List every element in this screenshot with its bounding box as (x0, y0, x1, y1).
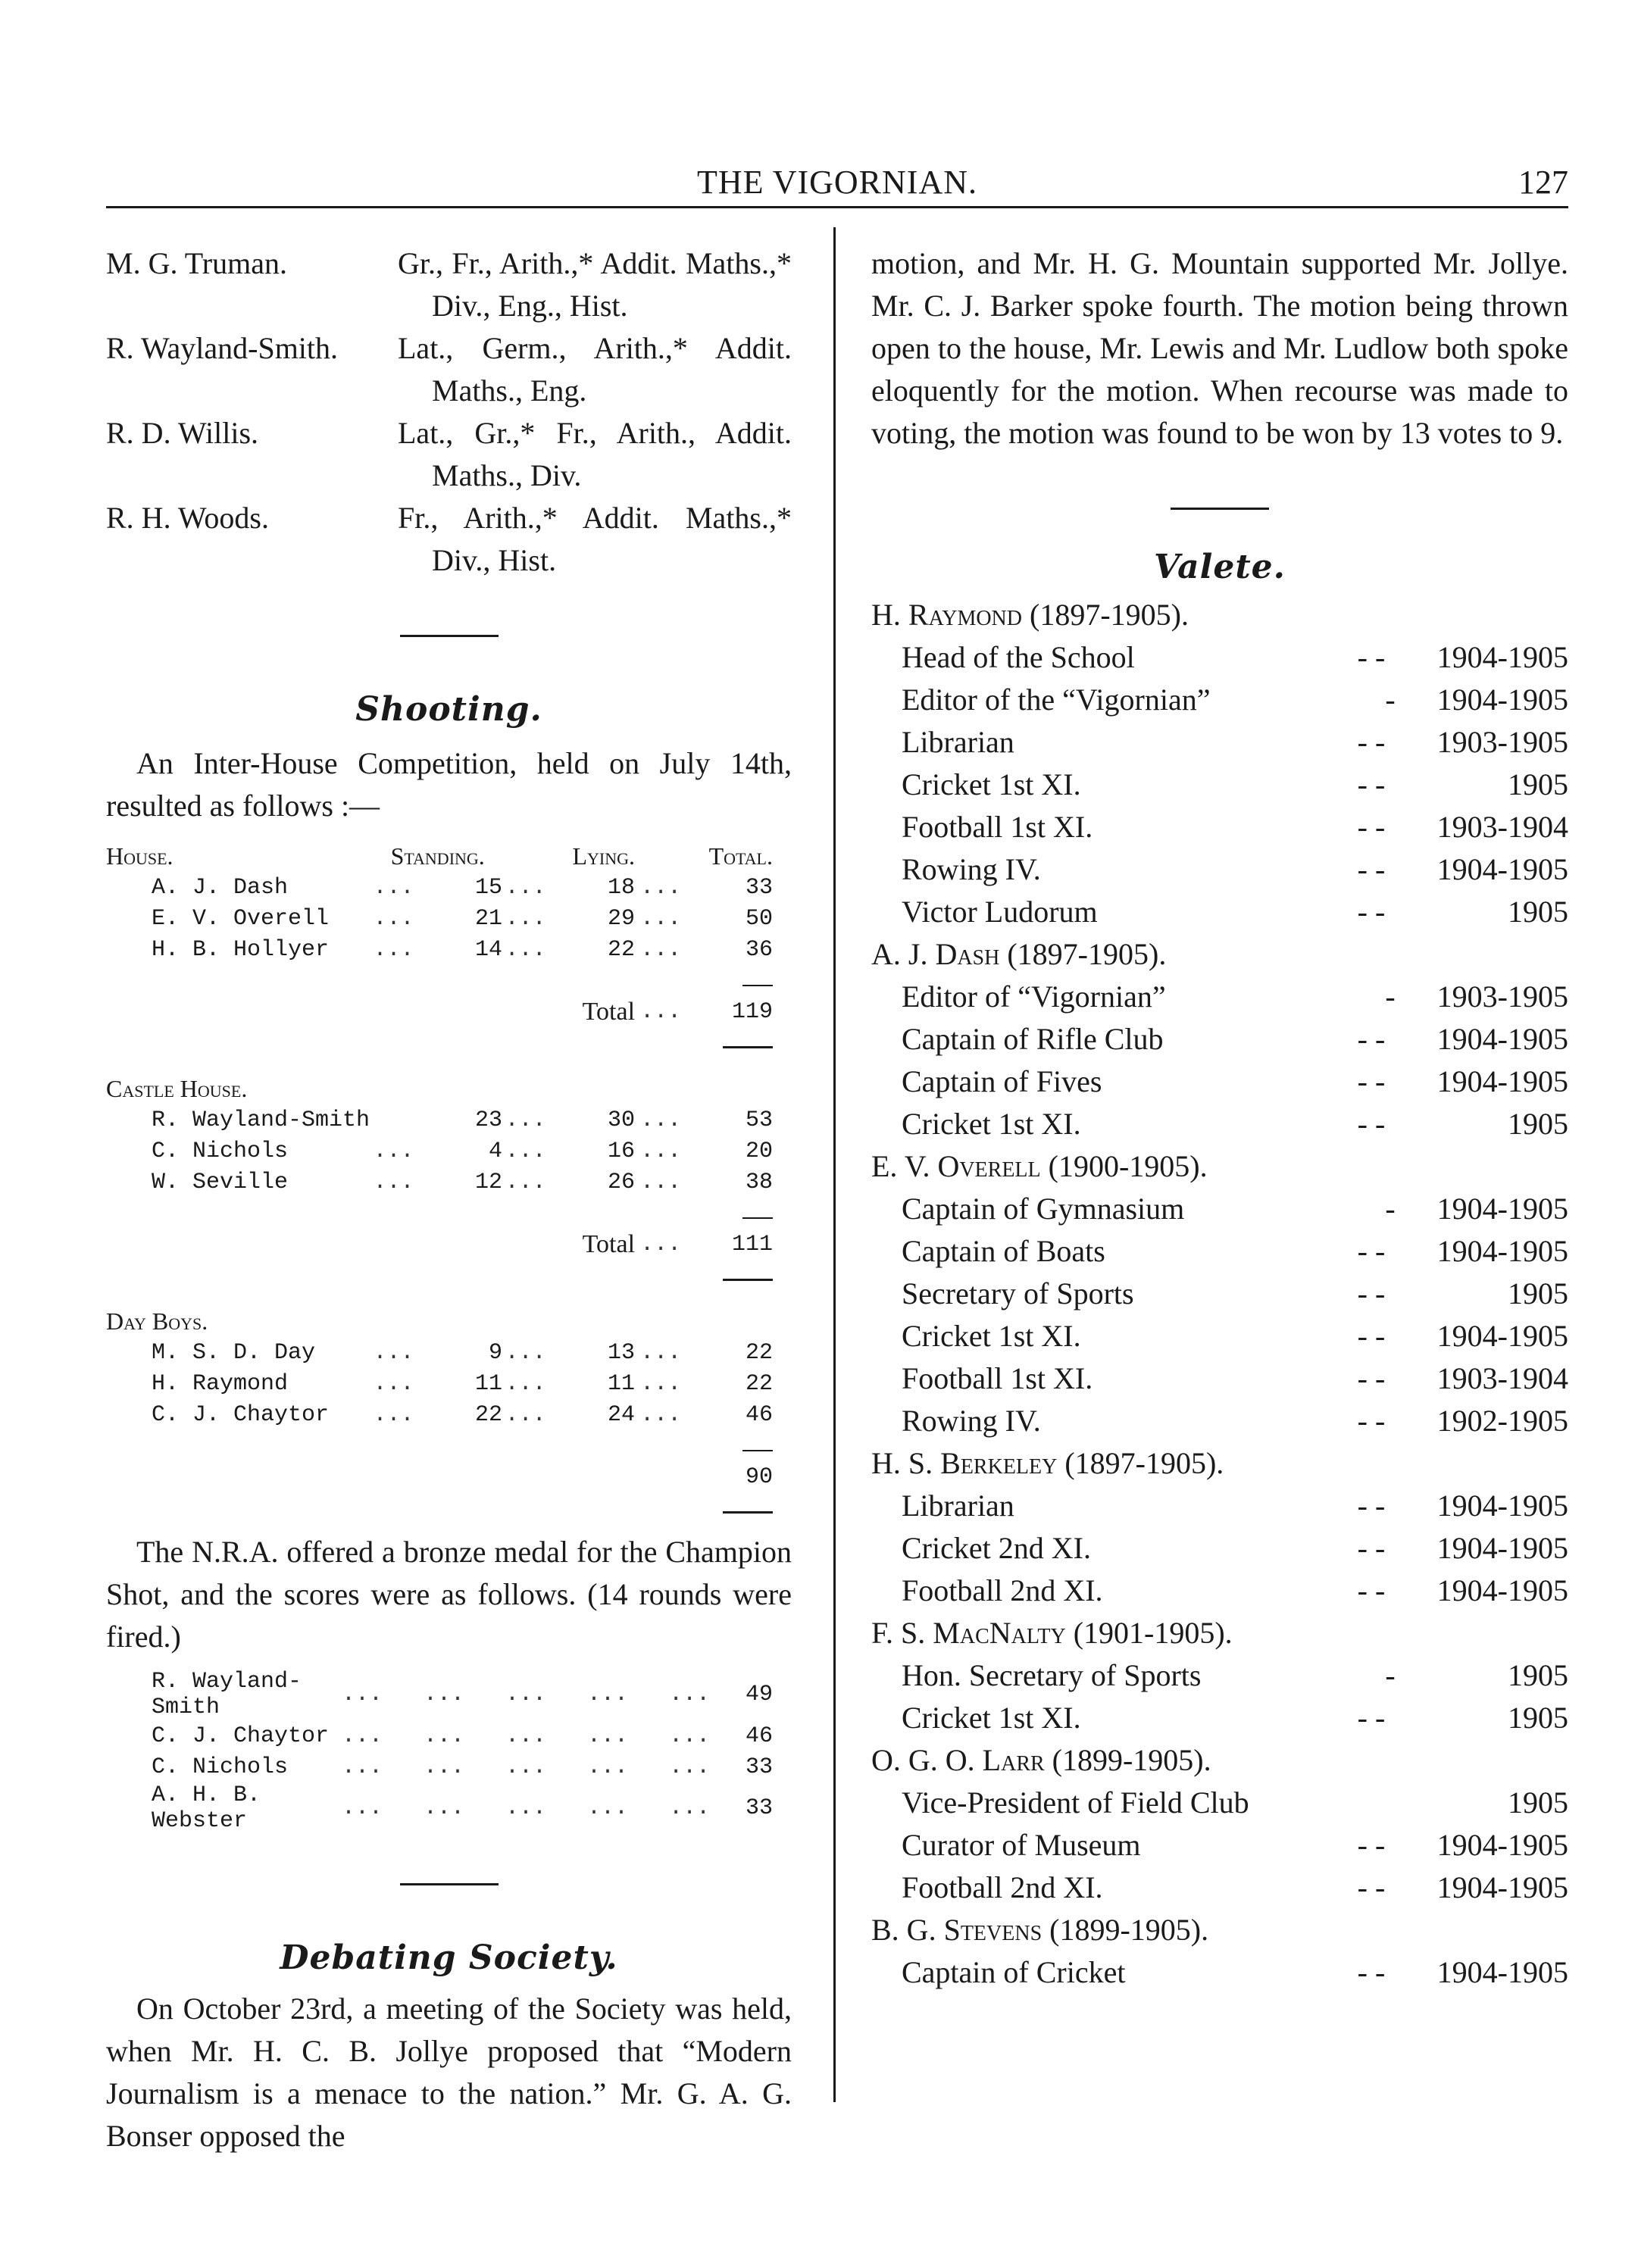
role-years: 1904-1905 (1436, 1828, 1568, 1862)
leader-dots: ... (373, 874, 414, 901)
role-dash: - - (1357, 1107, 1386, 1141)
role-dash: - (1385, 979, 1396, 1014)
exam-row (106, 242, 792, 327)
role-name: Rowing IV. (902, 1404, 1041, 1438)
role-years: 1904-1905 (1436, 1319, 1568, 1353)
leader-dots: ... (505, 1339, 546, 1366)
table-row (106, 1167, 773, 1198)
role-years: 1905 (1508, 1658, 1568, 1692)
role-dash: - - (1357, 1022, 1386, 1056)
total-score: 33 (745, 874, 773, 901)
leader-dots: ... (373, 1401, 414, 1428)
shooter-name: H. Raymond (152, 1370, 289, 1397)
role-dash: - - (1357, 1319, 1386, 1353)
role-name: Hon. Secretary of Sports (902, 1658, 1202, 1692)
role-years: 1905 (1508, 1701, 1568, 1735)
leader-dots: ... (640, 998, 682, 1025)
total-rule (723, 1046, 773, 1048)
house-total: 111 (731, 1231, 773, 1257)
role-years: 1904-1905 (1436, 1234, 1568, 1268)
sum-rule (742, 1217, 773, 1219)
valete-list (871, 594, 1568, 1994)
leader-dots: ... (640, 905, 682, 932)
lying-score: 30 (608, 1107, 636, 1133)
role-name: Captain of Rifle Club (902, 1022, 1164, 1056)
page-number: 127 (1518, 164, 1568, 201)
column-header-house: House. (106, 842, 173, 870)
shooter-name: R. Wayland-Smith (152, 1669, 302, 1720)
valete-person-name: B. G. Stevens (1899-1905). (871, 1913, 1209, 1947)
shooter-name: C. Nichols (152, 1138, 289, 1164)
role-years: 1904-1905 (1436, 1870, 1568, 1904)
role-years: 1904-1905 (1436, 1489, 1568, 1523)
leader-dots: ... ... ... ... ... (342, 1723, 711, 1749)
leader-dots: ... ... ... ... ... (342, 1795, 711, 1821)
sum-rule (742, 1450, 773, 1451)
leader-dots: ... (505, 1401, 546, 1428)
total-score: 53 (745, 1107, 773, 1133)
standing-score: 4 (488, 1138, 502, 1164)
valete-heading: Valete. (1154, 548, 1286, 586)
valete-role (871, 1485, 1568, 1527)
total-label: Total (582, 1229, 636, 1258)
standing-score: 22 (474, 1401, 502, 1428)
total-row (106, 1229, 773, 1260)
role-dash: - - (1357, 1701, 1386, 1735)
debating-heading: Debating Society. (280, 1938, 618, 1977)
shooting-heading: Shooting. (355, 690, 542, 729)
leader-dots: ... (640, 1169, 682, 1195)
house-total: 90 (745, 1464, 773, 1490)
column-header-lying: Lying. (572, 842, 636, 870)
role-name: Football 1st XI. (902, 810, 1093, 844)
leader-dots: ... (373, 1339, 414, 1366)
valete-person-name: H. S. Berkeley (1897-1905). (871, 1446, 1224, 1480)
role-name: Cricket 1st XI. (902, 1107, 1081, 1141)
leader-dots: ... (640, 1401, 682, 1428)
total-score: 38 (745, 1169, 773, 1195)
total-row (106, 1461, 773, 1492)
leader-dots: ... (505, 1138, 546, 1164)
table-row (106, 934, 773, 965)
leader-dots: ... (505, 1107, 546, 1133)
exam-subjects: Gr., Fr., Arith.,* Addit. Maths.,* Div., Eng., Hist. (398, 246, 792, 323)
leader-dots: ... (505, 1169, 546, 1195)
lying-score: 29 (608, 905, 636, 932)
valete-role (871, 806, 1568, 848)
shooter-name: W. Seville (152, 1169, 289, 1195)
role-years: 1904-1905 (1436, 1573, 1568, 1607)
standing-score: 21 (474, 905, 502, 932)
medal-table (106, 1669, 773, 1834)
exam-name: R. D. Willis. (106, 416, 259, 450)
role-name: Vice-President of Field Club (902, 1785, 1249, 1820)
role-dash: - - (1357, 1955, 1386, 1989)
valete-role (871, 1018, 1568, 1061)
column-divider (833, 227, 836, 2102)
debating-text-right: motion, and Mr. H. G. Mountain supported Mr. Jollye. Mr. C. J. Barker spoke fourth. The motion being thrown open to the house, Mr. Lewis and Mr. Ludlow both spoke eloquently for the motion. When recourse was made to voting, the motion was found to be won by 13 votes to 9. (871, 246, 1568, 450)
table-row (106, 1782, 773, 1834)
shooter-name: A. H. B. Webster (152, 1782, 261, 1834)
valete-role (871, 764, 1568, 806)
debating-text-left: On October 23rd, a meeting of the Society was held, when Mr. H. C. B. Jollye proposed that “Modern Journalism is a menace to the nation.” Mr. G. A. G. Bonser opposed the (106, 1992, 792, 2153)
standing-score: 15 (474, 874, 502, 901)
valete-role (871, 1188, 1568, 1230)
role-name: Victor Ludorum (902, 895, 1098, 929)
total-score: 22 (745, 1370, 773, 1397)
valete-role (871, 679, 1568, 721)
role-years: 1904-1905 (1436, 1192, 1568, 1226)
role-years: 1904-1905 (1436, 1064, 1568, 1098)
right-column (871, 242, 1568, 1994)
role-dash: - - (1357, 1870, 1386, 1904)
lying-score: 18 (608, 874, 636, 901)
role-name: Football 1st XI. (902, 1361, 1093, 1395)
role-name: Cricket 1st XI. (902, 767, 1081, 801)
exam-results (106, 242, 792, 582)
page-title: THE VIGORNIAN. (696, 164, 978, 201)
role-years: 1905 (1508, 1276, 1568, 1311)
table-row (106, 1669, 773, 1720)
lying-score: 24 (608, 1401, 636, 1428)
total-score: 36 (745, 936, 773, 963)
shooter-name: C. J. Chaytor (152, 1723, 330, 1749)
table-row (106, 1337, 773, 1368)
valete-person-name: F. S. MacNalty (1901-1905). (871, 1616, 1233, 1650)
standing-score: 12 (474, 1169, 502, 1195)
valete-role (871, 721, 1568, 764)
role-name: Secretary of Sports (902, 1276, 1134, 1311)
role-dash (1375, 1782, 1405, 1824)
lying-score: 26 (608, 1169, 636, 1195)
exam-name: M. G. Truman. (106, 246, 287, 280)
leader-dots: ... (373, 1169, 414, 1195)
leader-dots: ... (373, 936, 414, 963)
role-years: 1905 (1508, 767, 1568, 801)
standing-score: 23 (474, 1107, 502, 1133)
role-dash: - (1385, 1192, 1396, 1226)
house-name: Day Boys. (106, 1307, 208, 1335)
role-name: Rowing IV. (902, 852, 1041, 886)
role-name: Captain of Fives (902, 1064, 1102, 1098)
role-name: Librarian (902, 1489, 1014, 1523)
shooter-name: C. J. Chaytor (152, 1401, 330, 1428)
leader-dots: ... (640, 1107, 682, 1133)
leader-dots: ... (505, 1370, 546, 1397)
role-years: 1903-1905 (1436, 979, 1568, 1014)
medal-score: 33 (745, 1754, 773, 1780)
lying-score: 22 (608, 936, 636, 963)
lying-score: 13 (608, 1339, 636, 1366)
exam-name: R. Wayland-Smith. (106, 331, 339, 365)
valete-role (871, 1570, 1568, 1612)
lying-score: 16 (608, 1138, 636, 1164)
valete-role (871, 1230, 1568, 1273)
table-row (106, 1368, 773, 1399)
table-row (106, 872, 773, 903)
shooter-name: A. J. Dash (152, 874, 289, 901)
header-rule (106, 206, 1568, 208)
house-total: 119 (731, 998, 773, 1025)
standing-score: 14 (474, 936, 502, 963)
shooting-intro: An Inter-House Competition, held on July 14th, resulted as follows :— (106, 746, 792, 823)
valete-role (871, 891, 1568, 933)
role-years: 1903-1904 (1436, 1361, 1568, 1395)
role-dash: - - (1357, 1276, 1386, 1311)
role-dash: - - (1357, 1573, 1386, 1607)
role-dash: - - (1357, 1361, 1386, 1395)
role-name: Captain of Boats (902, 1234, 1105, 1268)
leader-dots: ... (373, 1138, 414, 1164)
total-score: 20 (745, 1138, 773, 1164)
role-dash: - - (1357, 852, 1386, 886)
exam-subjects: Fr., Arith.,* Addit. Maths.,* Div., Hist. (398, 501, 792, 577)
role-name: Editor of the “Vigornian” (902, 683, 1211, 717)
standing-score: 9 (488, 1339, 502, 1366)
valete-role (871, 1824, 1568, 1867)
role-dash: - - (1357, 1404, 1386, 1438)
valete-person-name: H. Raymond (1897-1905). (871, 598, 1189, 632)
table-row (106, 1720, 773, 1751)
leader-dots: ... (640, 874, 682, 901)
role-name: Editor of “Vigornian” (902, 979, 1166, 1014)
left-column (106, 242, 792, 2157)
role-name: Cricket 1st XI. (902, 1701, 1081, 1735)
role-dash: - - (1357, 725, 1386, 759)
role-years: 1904-1905 (1436, 1955, 1568, 1989)
exam-subjects: Lat., Gr.,* Fr., Arith., Addit. Maths., Div. (398, 416, 792, 492)
total-score: 22 (745, 1339, 773, 1366)
role-name: Captain of Cricket (902, 1955, 1126, 1989)
total-row (106, 996, 773, 1027)
valete-role (871, 1103, 1568, 1145)
valete-role (871, 1697, 1568, 1739)
shooter-name: E. V. Overell (152, 905, 330, 932)
role-years: 1904-1905 (1436, 640, 1568, 674)
table-row (106, 1136, 773, 1167)
leader-dots: ... (640, 1370, 682, 1397)
medal-score: 46 (745, 1723, 773, 1749)
table-row (106, 903, 773, 934)
role-name: Cricket 1st XI. (902, 1319, 1081, 1353)
valete-role (871, 1061, 1568, 1103)
medal-score: 49 (745, 1682, 773, 1707)
role-name: Librarian (902, 725, 1014, 759)
role-years: 1905 (1508, 1107, 1568, 1141)
total-label: Total (582, 997, 636, 1026)
total-rule (723, 1279, 773, 1281)
role-years: 1904-1905 (1436, 683, 1568, 717)
leader-dots: ... (640, 1339, 682, 1366)
role-years: 1904-1905 (1436, 1531, 1568, 1565)
shooter-name: R. Wayland-Smith (152, 1107, 370, 1133)
role-years: 1903-1904 (1436, 810, 1568, 844)
table-row (106, 1399, 773, 1430)
valete-role (871, 1867, 1568, 1909)
leader-dots: ... (640, 936, 682, 963)
role-years: 1904-1905 (1436, 1022, 1568, 1056)
lying-score: 11 (608, 1370, 636, 1397)
valete-role (871, 1527, 1568, 1570)
valete-role (871, 636, 1568, 679)
role-dash: - - (1357, 1234, 1386, 1268)
page-header (106, 163, 1568, 208)
role-name: Captain of Gymnasium (902, 1192, 1185, 1226)
role-years: 1905 (1508, 895, 1568, 929)
valete-role (871, 1315, 1568, 1357)
role-name: Curator of Museum (902, 1828, 1141, 1862)
role-years: 1904-1905 (1436, 852, 1568, 886)
role-dash: - (1385, 1658, 1396, 1692)
valete-person-name: A. J. Dash (1897-1905). (871, 937, 1167, 971)
leader-dots: ... (373, 905, 414, 932)
valete-role (871, 1273, 1568, 1315)
column-header-standing: Standing. (390, 842, 485, 870)
valete-role (871, 976, 1568, 1018)
shooter-name: M. S. D. Day (152, 1339, 316, 1366)
valete-person-name: O. G. O. Larr (1899-1905). (871, 1743, 1211, 1777)
valete-role (871, 1951, 1568, 1994)
role-dash: - - (1357, 767, 1386, 801)
leader-dots: ... (373, 1370, 414, 1397)
sum-rule (742, 985, 773, 986)
role-dash: - - (1357, 1828, 1386, 1862)
role-name: Cricket 2nd XI. (902, 1531, 1091, 1565)
exam-name: R. H. Woods. (106, 501, 269, 535)
role-name: Football 2nd XI. (902, 1573, 1103, 1607)
total-score: 46 (745, 1401, 773, 1428)
leader-dots: ... (505, 905, 546, 932)
role-dash: - (1385, 683, 1396, 717)
shooter-name: H. B. Hollyer (152, 936, 330, 963)
standing-score: 11 (474, 1370, 502, 1397)
valete-role (871, 1654, 1568, 1697)
leader-dots: ... (640, 1138, 682, 1164)
role-dash: - - (1357, 640, 1386, 674)
valete-role (871, 1357, 1568, 1400)
house-name: Castle House. (106, 1075, 248, 1102)
role-dash: - - (1357, 810, 1386, 844)
role-dash: - - (1357, 1489, 1386, 1523)
column-header-total: Total. (708, 842, 773, 870)
role-years: 1903-1905 (1436, 725, 1568, 759)
exam-subjects: Lat., Germ., Arith.,* Addit. Maths., Eng. (398, 331, 792, 408)
role-name: Head of the School (902, 640, 1135, 674)
role-name: Football 2nd XI. (902, 1870, 1103, 1904)
leader-dots: ... ... ... ... ... (342, 1754, 711, 1780)
role-years: 1902-1905 (1436, 1404, 1568, 1438)
shooter-name: C. Nichols (152, 1754, 289, 1780)
table-row (106, 1751, 773, 1782)
table-row (106, 1104, 773, 1136)
exam-row (106, 412, 792, 497)
leader-dots: ... (640, 1231, 682, 1257)
valete-role (871, 1782, 1568, 1824)
role-dash: - - (1357, 1064, 1386, 1098)
medal-score: 33 (745, 1795, 773, 1821)
exam-row (106, 497, 792, 582)
role-years: 1905 (1508, 1785, 1568, 1820)
exam-row (106, 327, 792, 412)
role-dash: - - (1357, 1531, 1386, 1565)
valete-role (871, 1400, 1568, 1442)
medal-text: The N.R.A. offered a bronze medal for the Champion Shot, and the scores were as follows. (14 rounds were fired.) (106, 1535, 792, 1654)
role-dash: - - (1357, 895, 1386, 929)
total-score: 50 (745, 905, 773, 932)
leader-dots: ... (505, 936, 546, 963)
leader-dots: ... ... ... ... ... (342, 1682, 711, 1707)
shooting-table (106, 841, 773, 1523)
total-rule (723, 1511, 773, 1514)
leader-dots: ... (505, 874, 546, 901)
valete-role (871, 848, 1568, 891)
valete-person-name: E. V. Overell (1900-1905). (871, 1149, 1208, 1183)
